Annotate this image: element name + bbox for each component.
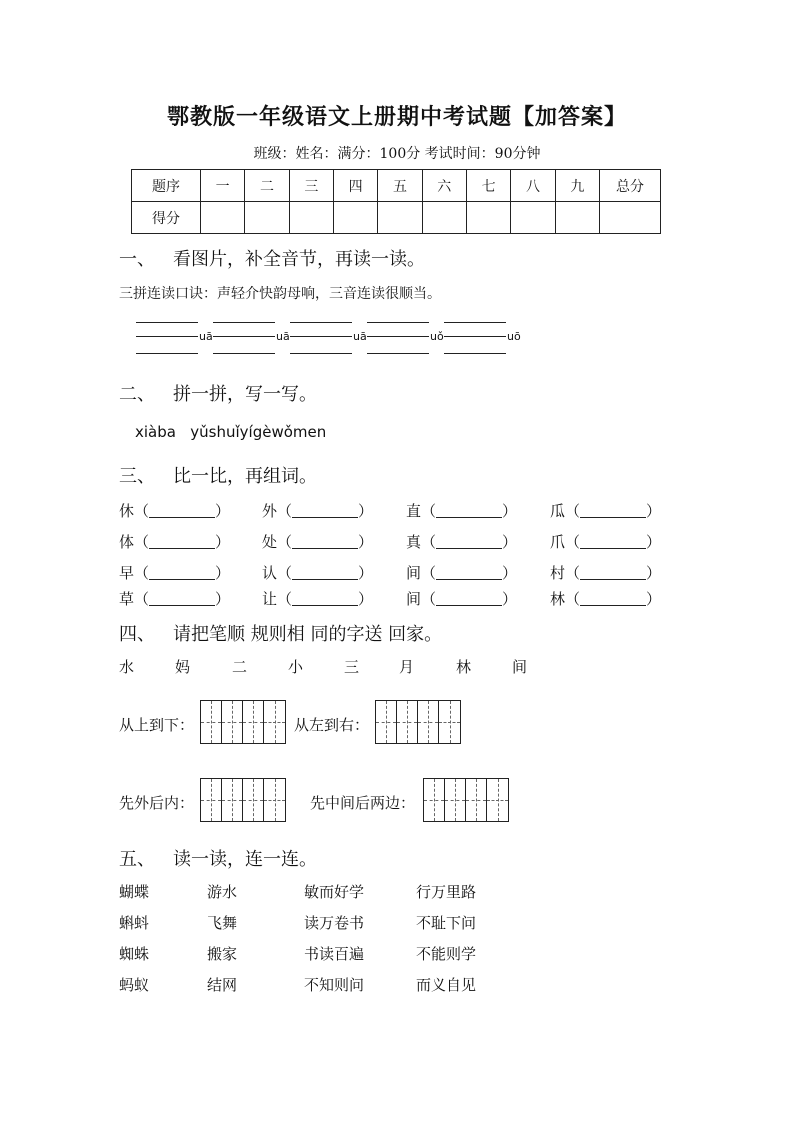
grid-cell[interactable] [243,779,264,821]
answer-blank[interactable] [580,503,646,518]
answer-blank[interactable] [580,565,646,580]
score-row-label: 得分 [132,202,201,234]
paren-close: ） [502,502,518,520]
score-input-cell[interactable] [511,202,555,234]
grid-cell[interactable] [243,701,264,743]
page-title: 鄂教版一年级语文上册期中考试题【加答案】 [166,104,627,130]
stroke-char: 间 [512,658,528,676]
pinyin-word: xiàba [135,423,176,441]
section-5-heading [119,845,317,871]
match-word[interactable]: 结网 [207,976,238,994]
stroke-char: 月 [399,658,415,676]
section-title: 看图片，补全音节，再读一读。 [173,249,425,270]
paren-close: ） [215,533,231,551]
grid-cell[interactable] [397,701,418,743]
stroke-char: 二 [232,658,248,676]
section-4-heading [119,620,442,646]
category-label: 先中间后两边： [310,794,416,812]
match-word[interactable]: 蜘蛛 [119,945,150,963]
score-input-cell[interactable] [201,202,245,234]
syllable-ending: uō [507,330,521,343]
category-label: 从左到右： [294,716,370,734]
compare-item[interactable] [550,588,661,609]
paren-open: （ [421,533,437,551]
compare-item[interactable] [119,588,230,609]
paren-open: （ [134,590,150,608]
grid-cell[interactable] [222,701,243,743]
exam-info: 班级：姓名：满分：100分 考试时间：90分钟 [253,146,541,162]
answer-blank[interactable] [580,591,646,606]
section-3-heading [119,462,317,488]
answer-blank[interactable] [292,591,358,606]
compare-char: 外 [262,502,278,520]
section-title: 比一比，再组词。 [173,466,317,487]
compare-char: 体 [119,533,135,551]
compare-item[interactable] [262,500,373,521]
paren-close: ） [646,502,662,520]
paren-close: ） [358,502,374,520]
paren-close: ） [358,564,374,582]
match-word[interactable]: 不知则问 [304,976,365,994]
score-input-cell[interactable] [333,202,377,234]
score-input-cell[interactable] [245,202,289,234]
match-word[interactable]: 行万里路 [416,883,477,901]
score-header-cell: 三 [289,170,333,202]
score-input-cell[interactable] [555,202,599,234]
score-header-cell: 题序 [132,170,201,202]
grid-cell[interactable] [264,779,285,821]
stroke-char: 林 [456,658,472,676]
section-number: 一、 [119,249,155,270]
grid-cell[interactable] [424,779,445,821]
answer-blank[interactable] [149,565,215,580]
pinyin-line [135,423,326,441]
score-input-cell[interactable] [289,202,333,234]
score-header-cell: 五 [378,170,422,202]
paren-close: ） [646,533,662,551]
section-title: 拼一拼，写一写。 [173,384,317,405]
section-title: 读一读，连一连。 [173,849,317,870]
compare-item[interactable] [119,500,230,521]
stroke-char: 三 [344,658,360,676]
score-input-cell[interactable] [422,202,466,234]
score-input-cell[interactable] [600,202,661,234]
syllable-ending: uā [276,330,290,343]
compare-char: 爪 [550,533,566,551]
score-header-cell: 八 [511,170,555,202]
section-number: 三、 [119,466,155,487]
section-number: 二、 [119,384,155,405]
compare-item[interactable] [119,531,230,552]
score-header-cell: 九 [555,170,599,202]
match-word[interactable]: 敏而好学 [304,883,365,901]
grid-cell[interactable] [466,779,487,821]
writing-grid[interactable] [200,778,286,822]
compare-item[interactable] [406,588,517,609]
match-word[interactable]: 蝴蝶 [119,883,150,901]
compare-char: 间 [406,564,422,582]
stroke-char: 小 [288,658,304,676]
answer-blank[interactable] [149,591,215,606]
answer-blank[interactable] [292,565,358,580]
match-word[interactable]: 不能则学 [416,945,477,963]
syllable-ending: uā [353,330,367,343]
answer-blank[interactable] [436,565,502,580]
section-number: 四、 [119,624,155,645]
score-table-header-row [132,170,661,202]
paren-close: ） [215,590,231,608]
compare-char: 林 [550,590,566,608]
compare-char: 休 [119,502,135,520]
paren-open: （ [277,502,293,520]
grid-cell[interactable] [222,779,243,821]
paren-open: （ [565,564,581,582]
score-header-cell: 六 [422,170,466,202]
paren-open: （ [277,590,293,608]
paren-open: （ [421,502,437,520]
grid-cell[interactable] [487,779,508,821]
compare-char: 真 [406,533,422,551]
compare-char: 间 [406,590,422,608]
match-word[interactable]: 飞舞 [207,914,238,932]
compare-item[interactable] [119,562,230,583]
syllable-ending: uā [199,330,213,343]
grid-cell[interactable] [376,701,397,743]
match-word[interactable]: 蚂蚁 [119,976,150,994]
paren-open: （ [565,533,581,551]
compare-item[interactable] [406,531,517,552]
compare-item[interactable] [262,531,373,552]
syllable-ending: uǒ [430,330,444,343]
grid-cell[interactable] [201,701,222,743]
paren-open: （ [277,533,293,551]
paren-open: （ [421,564,437,582]
grid-cell[interactable] [439,701,460,743]
compare-item[interactable] [550,531,661,552]
compare-char: 早 [119,564,135,582]
paren-open: （ [134,533,150,551]
paren-close: ） [502,590,518,608]
pinyin-word: yǔshuǐyígèwǒmen [190,423,327,441]
score-header-cell: 四 [333,170,377,202]
stroke-char: 妈 [175,658,191,676]
writing-grid[interactable] [423,778,509,822]
category-label: 从上到下： [119,716,195,734]
compare-item[interactable] [406,500,517,521]
stroke-char: 水 [119,658,135,676]
paren-open: （ [134,502,150,520]
paren-close: ） [358,533,374,551]
compare-item[interactable] [550,562,661,583]
answer-blank[interactable] [436,534,502,549]
paren-close: ） [358,590,374,608]
match-word[interactable]: 蝌蚪 [119,914,150,932]
writing-grid[interactable] [375,700,461,744]
paren-close: ） [215,564,231,582]
paren-open: （ [565,590,581,608]
score-header-cell: 二 [245,170,289,202]
paren-open: （ [134,564,150,582]
compare-char: 处 [262,533,278,551]
answer-blank[interactable] [292,503,358,518]
paren-close: ） [646,590,662,608]
writing-grid[interactable] [200,700,286,744]
score-input-cell[interactable] [378,202,422,234]
match-word[interactable]: 不耻下问 [416,914,477,932]
section-2-heading [119,380,317,406]
compare-item[interactable] [262,562,373,583]
grid-cell[interactable] [445,779,466,821]
score-table [131,169,661,234]
compare-char: 草 [119,590,135,608]
compare-char: 瓜 [550,502,566,520]
section-title: 请把笔顺 规则相 同的字送 回家。 [173,624,443,645]
answer-blank[interactable] [149,503,215,518]
answer-blank[interactable] [292,534,358,549]
grid-cell[interactable] [201,779,222,821]
section-number: 五、 [119,849,155,870]
answer-blank[interactable] [436,503,502,518]
score-header-cell: 总分 [600,170,661,202]
paren-close: ） [502,533,518,551]
paren-open: （ [277,564,293,582]
paren-close: ） [215,502,231,520]
compare-char: 认 [262,564,278,582]
match-word[interactable]: 书读百遍 [304,945,365,963]
grid-cell[interactable] [418,701,439,743]
compare-char: 村 [550,564,566,582]
paren-close: ） [646,564,662,582]
compare-char: 直 [406,502,422,520]
score-table-score-row [132,202,661,234]
match-word[interactable]: 读万卷书 [304,914,365,932]
section-1-heading [119,245,425,271]
match-word[interactable]: 游水 [207,883,238,901]
grid-cell[interactable] [264,701,285,743]
match-word[interactable]: 搬家 [207,945,238,963]
score-header-cell: 一 [201,170,245,202]
score-header-cell: 七 [466,170,510,202]
score-input-cell[interactable] [466,202,510,234]
answer-blank[interactable] [580,534,646,549]
compare-item[interactable] [550,500,661,521]
compare-item[interactable] [262,588,373,609]
paren-open: （ [565,502,581,520]
pinyin-rule: 三拼连读口诀：声轻介快韵母响，三音连读很顺当。 [119,286,441,302]
match-word[interactable]: 而义自见 [416,976,477,994]
paren-open: （ [421,590,437,608]
compare-item[interactable] [406,562,517,583]
answer-blank[interactable] [436,591,502,606]
paren-close: ） [502,564,518,582]
answer-blank[interactable] [149,534,215,549]
category-label: 先外后内： [119,794,195,812]
compare-char: 让 [262,590,278,608]
